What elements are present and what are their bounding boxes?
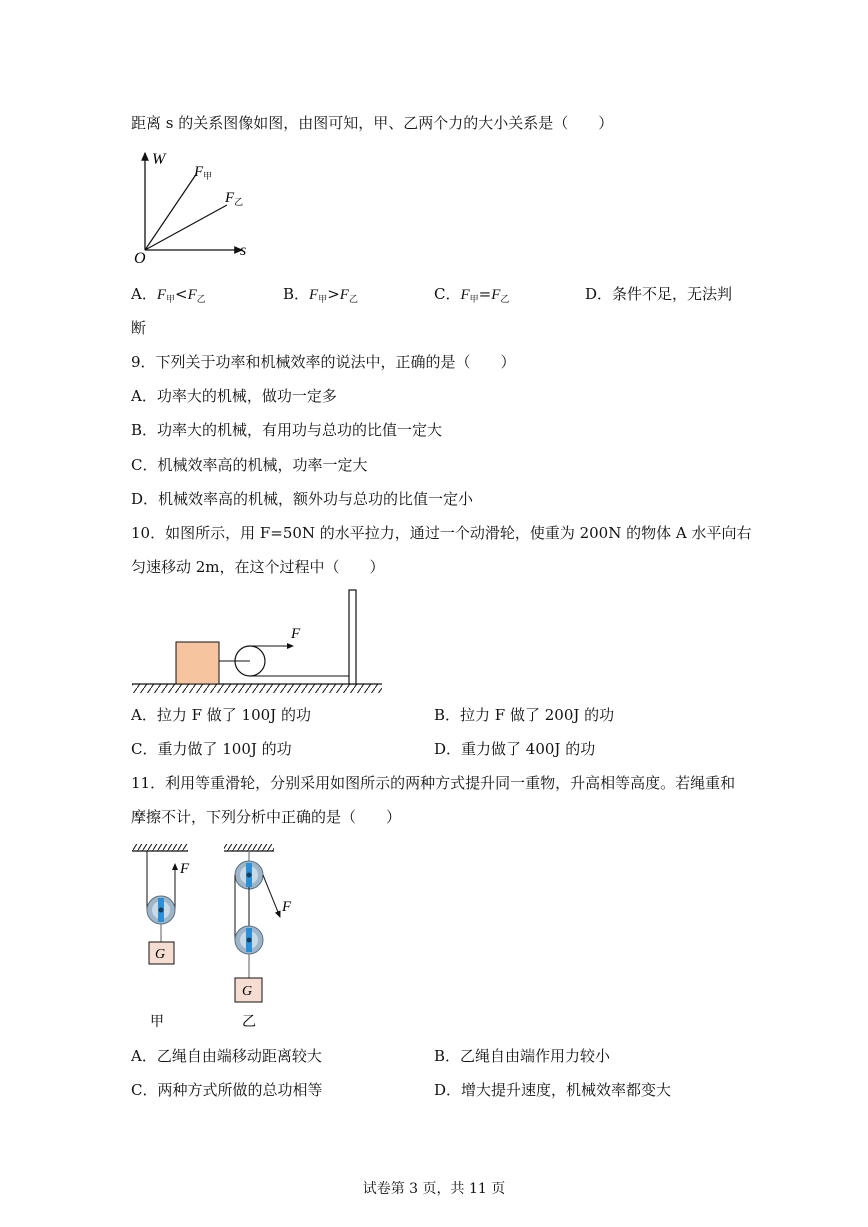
label-yi: 乙 <box>242 1015 256 1030</box>
option-letter: A． <box>131 285 157 303</box>
q11-stem-line2: 摩擦不计，下列分析中正确的是（ ） <box>131 808 402 826</box>
yi-fixed-pulley <box>235 861 263 889</box>
yi-rope-free <box>263 875 280 917</box>
origin-label: O <box>134 250 146 267</box>
force-symbol: F <box>460 287 470 303</box>
s-axis-label: s <box>240 242 247 259</box>
q8-stem-tail: 距离 s 的关系图像如图，由图可知，甲、乙两个力的大小关系是（ ） <box>131 114 614 132</box>
q10-option-a[interactable]: A．拉力 F 做了 100J 的功 <box>131 706 311 724</box>
yi-movable-pulley <box>235 926 263 954</box>
q11-stem-line1: 11．利用等重滑轮，分别采用如图所示的两种方式提升同一重物，升高相等高度。若绳重和 <box>131 774 736 792</box>
subscript: 甲 <box>469 295 479 305</box>
relation-sign: > <box>327 285 340 303</box>
yi-force-label: F <box>282 899 292 915</box>
q9-option-a[interactable]: A．功率大的机械，做功一定多 <box>131 387 337 405</box>
q8-option-c[interactable] <box>434 284 509 310</box>
q9-option-d[interactable]: D．机械效率高的机械，额外功与总功的比值一定小 <box>131 490 474 508</box>
q10-option-c[interactable]: C．重力做了 100J 的功 <box>131 740 292 758</box>
force-symbol: F <box>187 287 197 303</box>
subscript: 乙 <box>348 295 358 305</box>
subscript: 乙 <box>500 295 510 305</box>
block-a <box>176 642 219 684</box>
q8-option-d-wrap: 断 <box>131 319 147 337</box>
q11-option-d[interactable]: D．增大提升速度，机械效率都变大 <box>434 1081 672 1099</box>
f-yi-label: $F_乙$ <box>225 190 244 208</box>
option-letter: B． <box>283 285 310 303</box>
yi-ceiling-hatch <box>224 844 274 851</box>
q10-option-d[interactable]: D．重力做了 400J 的功 <box>434 740 596 758</box>
option-letter: C． <box>434 285 461 303</box>
q8-option-a[interactable] <box>131 284 206 310</box>
jia-ceiling-hatch <box>132 844 188 851</box>
force-symbol: F <box>309 287 319 303</box>
q11-pulley-figure <box>128 842 308 1037</box>
f-yi-line <box>145 205 227 250</box>
q11-option-a[interactable]: A．乙绳自由端移动距离较大 <box>131 1047 322 1065</box>
force-symbol: F <box>339 287 349 303</box>
jia-movable-pulley <box>147 896 175 924</box>
jia-force-label: F <box>180 861 190 877</box>
w-axis-label: W <box>152 151 166 168</box>
subscript: 甲 <box>318 295 328 305</box>
q11-option-c[interactable]: C．两种方式所做的总功相等 <box>131 1081 323 1099</box>
relation-sign: < <box>175 285 188 303</box>
q10-pulley-figure <box>130 588 385 693</box>
q8-work-distance-graph <box>130 145 260 270</box>
f-jia-line <box>145 173 197 250</box>
subscript: 甲 <box>166 295 176 305</box>
q10-option-b[interactable]: B．拉力 F 做了 200J 的功 <box>434 706 615 724</box>
q10-stem-line2: 匀速移动 2m，在这个过程中（ ） <box>131 558 385 576</box>
q9-stem: 9．下列关于功率和机械效率的说法中，正确的是（ ） <box>131 353 516 371</box>
yi-weight-label: G <box>242 984 253 999</box>
relation-sign: = <box>478 285 492 303</box>
page-footer: 试卷第 3 页，共 11 页 <box>362 1181 506 1197</box>
q9-option-c[interactable]: C．机械效率高的机械，功率一定大 <box>131 456 368 474</box>
q8-option-d[interactable]: D．条件不足，无法判 <box>585 285 733 303</box>
jia-weight-label: G <box>155 947 166 962</box>
force-label: F <box>291 626 301 642</box>
q8-option-b[interactable] <box>283 284 358 310</box>
force-symbol: F <box>156 287 167 303</box>
q11-option-b[interactable]: B．乙绳自由端作用力较小 <box>434 1047 611 1065</box>
label-jia: 甲 <box>150 1015 164 1030</box>
subscript: 乙 <box>196 295 206 305</box>
q10-stem-line1: 10．如图所示，用 F=50N 的水平拉力，通过一个动滑轮，使重为 200N 的物体 A 水平向右 <box>131 524 752 542</box>
wall <box>349 590 356 684</box>
ground-hatch <box>132 684 382 693</box>
force-symbol: F <box>491 287 501 303</box>
q9-option-b[interactable]: B．功率大的机械，有用功与总功的比值一定大 <box>131 421 443 439</box>
f-jia-label: $F_甲$ <box>194 164 213 182</box>
